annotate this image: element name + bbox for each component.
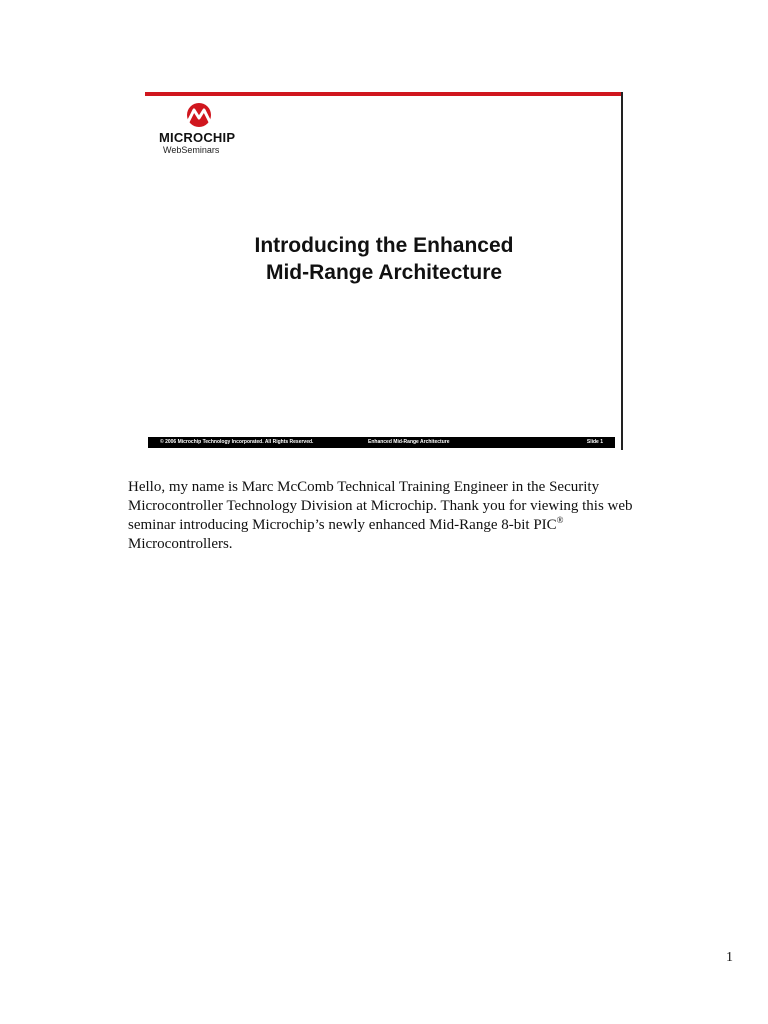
logo-subtitle: WebSeminars <box>163 145 220 155</box>
speaker-notes <box>128 478 648 554</box>
footer-title: Enhanced Mid-Range Architecture <box>368 439 450 445</box>
notes-paragraph <box>128 478 648 554</box>
registered-mark: ® <box>556 515 564 525</box>
notes-text-end: Microcontrollers. <box>128 536 233 552</box>
slide-footer-bar <box>148 437 615 448</box>
microchip-logo <box>159 102 249 158</box>
slide-title-line2: Mid-Range Architecture <box>265 261 503 284</box>
logo-name: MICROCHIP <box>159 130 236 145</box>
slide-top-red-bar <box>145 92 623 96</box>
page-number: 1 <box>726 950 733 965</box>
microchip-logo-icon <box>181 102 217 128</box>
slide-thumbnail <box>145 92 623 450</box>
notes-text: Hello, my name is Marc McComb Technical Training Engineer in the Security Microcontroller Technology Division at Microchip. Thank you for viewing this web seminar introducing Microchip’s newly enhanced Mid-Range 8-bit PIC <box>128 479 633 533</box>
footer-slide-number: Slide 1 <box>586 439 603 445</box>
slide-title-line1: Introducing the Enhanced <box>254 234 514 257</box>
footer-copyright: © 2006 Microchip Technology Incorporated. All Rights Reserved. <box>160 439 314 445</box>
slide-title <box>145 232 623 286</box>
